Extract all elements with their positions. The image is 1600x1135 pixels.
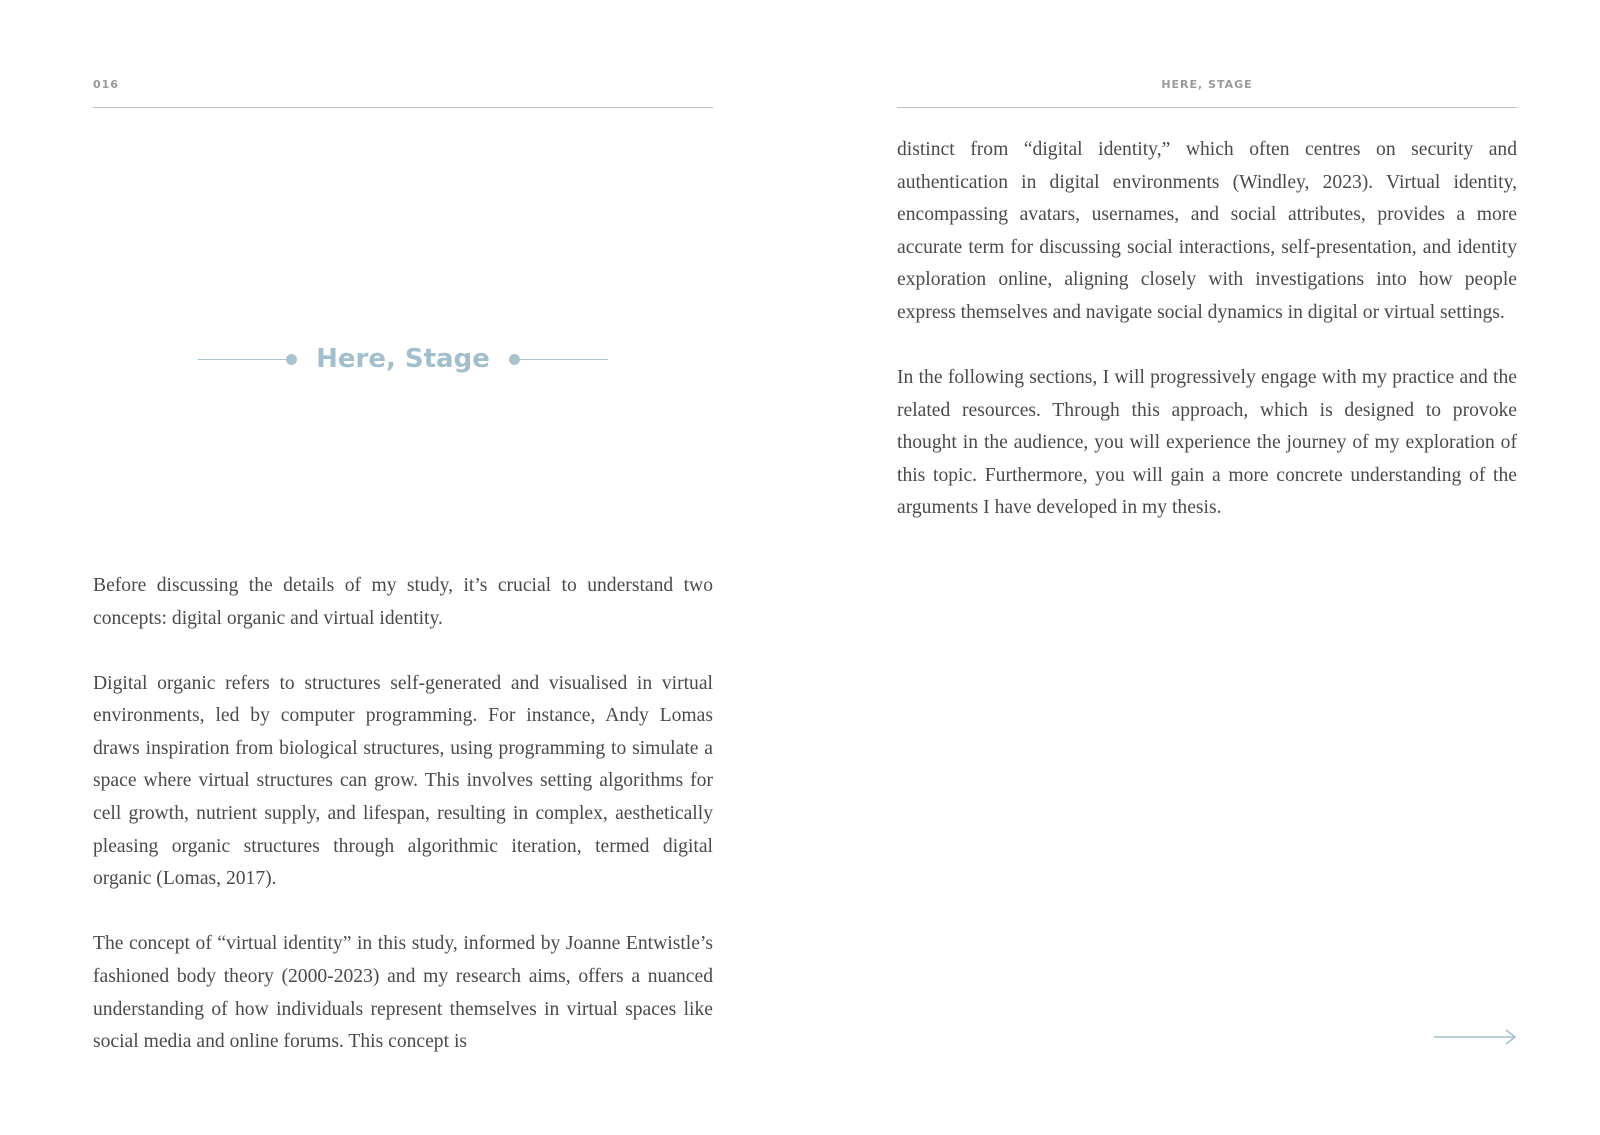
page-number: 016 — [93, 78, 119, 91]
section-heading — [198, 336, 608, 376]
paragraph-intro: Before discussing the details of my study, it’s crucial to understand two concepts: digital organic and virtual identity. — [93, 575, 713, 629]
right-body-text — [897, 134, 1517, 558]
right-page — [897, 0, 1517, 1135]
title-ornament-dot-left — [286, 354, 297, 365]
paragraph-virtual-identity: The concept of “virtual identity” in this study, informed by Joanne Entwistle’s fashioned body theory (2000-2023) and my research aims, offers a nuanced understanding of how individuals represent themselves in virtual spaces like social media and online forums. This concept is — [93, 933, 713, 1053]
header-rule — [93, 107, 713, 108]
title-ornament-line-right — [514, 359, 608, 360]
paragraph-digital-organic: Digital organic refers to structures self-generated and visualised in virtual environments, led by computer programming. For instance, Andy Lomas draws inspiration from biological structures, using programming to simulate a space where virtual structures can grow. This involves setting algorithms for cell growth, nutrient supply, and lifespan, resulting in complex, aesthetically pleasing organic structures through algorithmic iteration, termed digital organic (Lomas, 2017). — [93, 672, 713, 890]
section-title: Here, Stage — [316, 344, 490, 374]
title-ornament-line-left — [198, 359, 290, 360]
running-head: HERE, STAGE — [1161, 78, 1253, 91]
left-body-text — [93, 570, 713, 1091]
left-page — [93, 0, 713, 1135]
paragraph-digital-identity: distinct from “digital identity,” which often centres on security and authentication in digital environments (Windley, 2023). Virtual identity, encompassing avatars, usernames, and social attributes, provides a more accurate term for discussing social interactions, self-presentation, and identity exploration online, aligning closely with investigations into how people express themselves and navigate social dynamics in digital or virtual settings. — [897, 139, 1517, 323]
right-arrow-icon[interactable] — [1434, 1028, 1518, 1046]
header-rule — [897, 107, 1517, 108]
paragraph-following-sections: In the following sections, I will progressively engage with my practice and the related resources. Through this approach, which is designed to provoke thought in the audience, you will experience the journey of my exploration of this topic. Furthermore, you will gain a more concrete understanding of the arguments I have developed in my thesis. — [897, 367, 1517, 519]
right-arrow-icon-graphic — [1434, 1028, 1518, 1046]
